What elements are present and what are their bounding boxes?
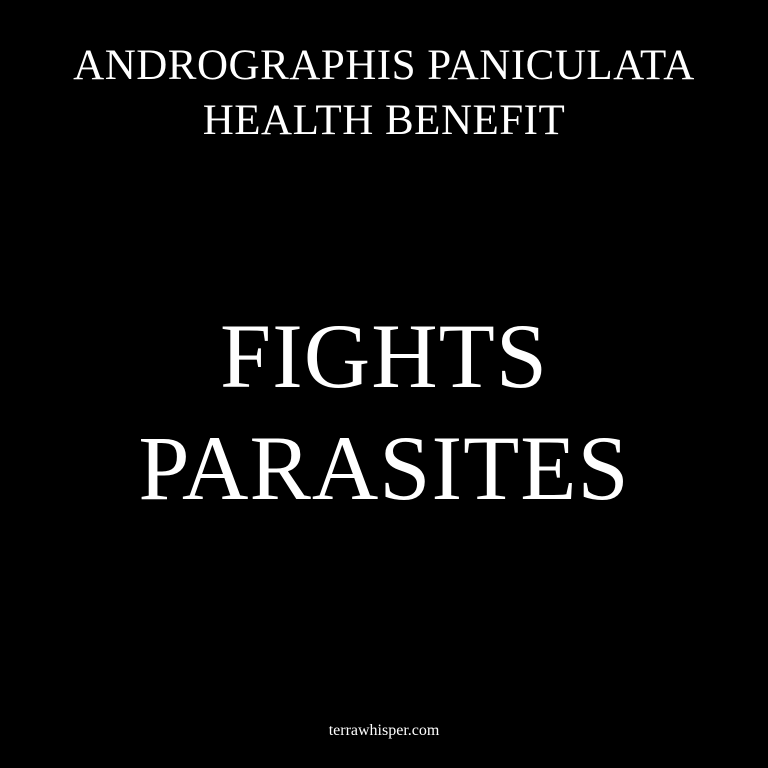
- benefit-headline-line-1: FIGHTS: [219, 305, 549, 407]
- header-title: [0, 38, 768, 148]
- benefit-headline: [0, 300, 768, 524]
- header-title-line-2: HEALTH BENEFIT: [202, 97, 566, 144]
- website-credit: terrawhisper.com: [328, 722, 440, 739]
- benefit-headline-line-2: PARASITES: [138, 417, 630, 519]
- header-title-line-1: ANDROGRAPHIS PANICULATA: [73, 42, 695, 89]
